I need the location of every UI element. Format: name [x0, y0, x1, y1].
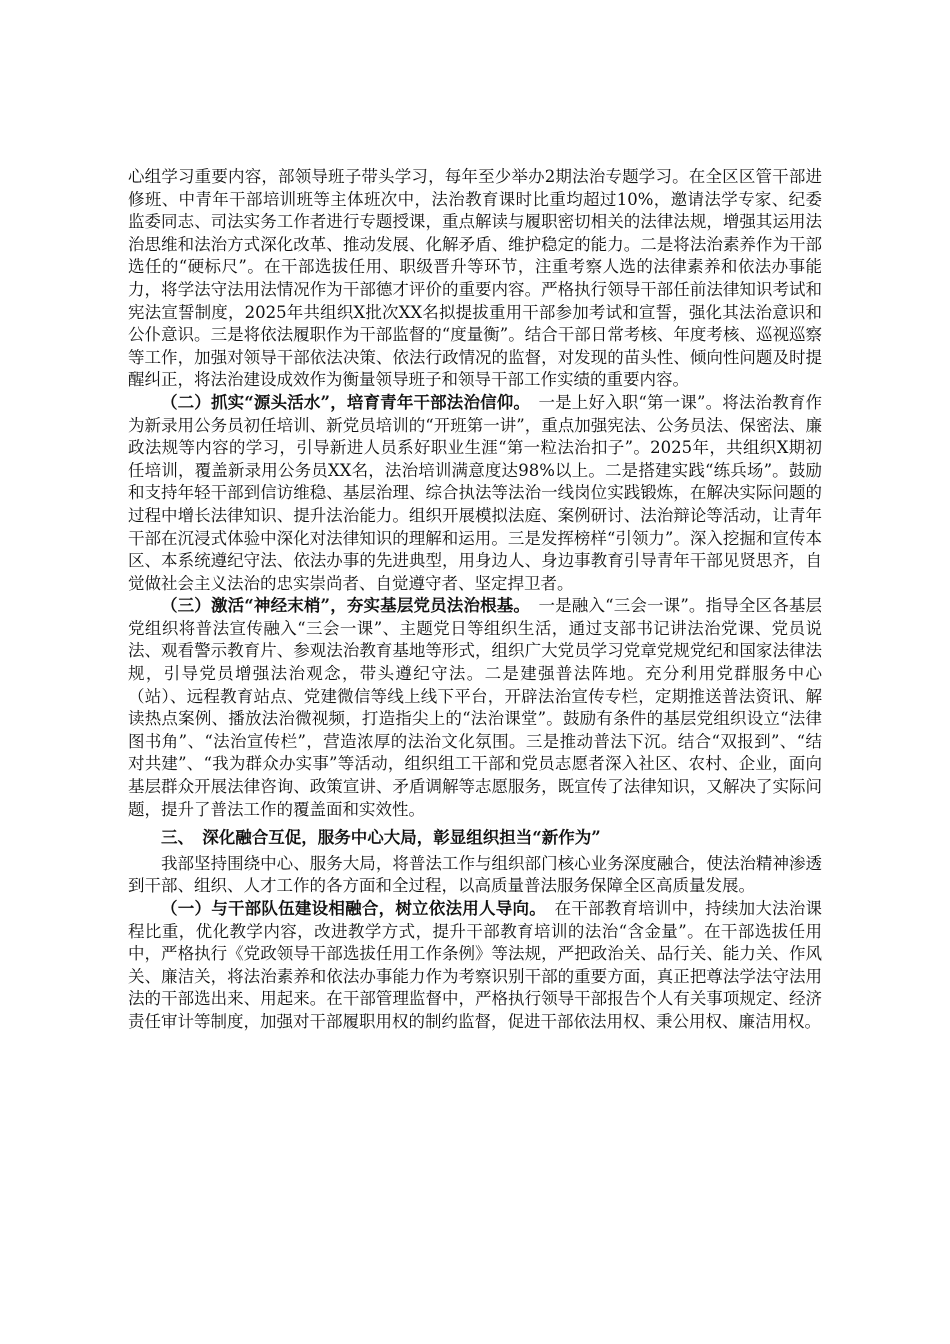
paragraph-lead: （三）激活“神经末梢”，夯实基层党员法治根基。 — [161, 596, 522, 616]
paragraph-body: 心组学习重要内容，部领导班子带头学习，每年至少举办2期法治专题学习。在全区区管干部进修班、中青年干部培训班等主体班次中，法治教育课时比重均超过10%，邀请法学专家、纪委监委同志、司法实务工作者进行专题授课，重点解读与履职密切相关的法律法规，增强其运用法治思维和法治方式深化改革、推动发展、化解矛盾、维护稳定的能力。二是将法治素养作为干部选任的“硬标尺”。在干部选拔任用、职级晋升等环节，注重考察人选的法律素养和依法办事能力，将学法守法用法情况作为干部德才评价的重要内容。严格执行领导干部任前法律知识考试和宪法宣誓制度，2025年共组织X批次XX名拟提拔重用干部参加考试和宣誓，强化其法治意识和公仆意识。三是将依法履职作为干部监督的“度量衡”。结合干部日常考核、年度考核、巡视巡察等工作，加强对领导干部依法决策、依法行政情况的监督，对发现的苗头性、倾向性问题及时提醒纠正，将法治建设成效作为衡量领导班子和领导干部工作实绩的重要内容。 — [128, 167, 822, 390]
paragraph-body: 我部坚持围绕中心、服务大局，将普法工作与组织部门核心业务深度融合，使法治精神渗透到干部、组织、人才工作的各方面和全过程，以高质量普法服务保障全区高质量发展。 — [128, 853, 822, 896]
paragraph-3 — [128, 595, 822, 821]
section-heading: 三、 深化融合互促，服务中心大局，彰显组织担当“新作为” — [161, 828, 601, 848]
paragraph-body: 在干部教育培训中，持续加大法治课程比重，优化教学内容，改进教学方式，提升干部教育培训的法治“含金量”。在干部选拔任用中，严格执行《党政领导干部选拔任用工作条例》等法规，严把政治关、品行关、能力关、作风关、廉洁关，将法治素养和依法办事能力作为考察识别干部的重要方面，真正把尊法学法守法用法的干部选出来、用起来。在干部管理监督中，严格执行领导干部报告个人有关事项规定、经济责任审计等制度，加强对干部履职用权的制约监督，促进干部依法用权、秉公用权、廉洁用权。 — [128, 899, 823, 1031]
paragraph-lead: （二）抓实“源头活水”，培育青年干部法治信仰。 — [161, 392, 522, 412]
paragraph-body: 一是上好入职“第一课”。将法治教育作为新录用公务员初任培训、新党员培训的“开班第一讲”，重点加强宪法、公务员法、保密法、廉政法规等内容的学习，引导新进人员系好职业生涯“第一粒法治扣子”。2025年，共组织X期初任培训，覆盖新录用公务员XX名，法治培训满意度达98%以上。二是搭建实践“练兵场”。鼓励和支持年轻干部到信访维稳、基层治理、综合执法等法治一线岗位实践锻炼，在解决实际问题的过程中增长法律知识、提升法治能力。组织开展模拟法庭、案例研讨、法治辩论等活动，让青年干部在沉浸式体验中深化对法律知识的理解和运用。三是发挥榜样“引领力”。深入挖掘和宣传本区、本系统遵纪守法、依法办事的先进典型，用身边人、身边事教育引导青年干部见贤思齐，自觉做社会主义法治的忠实崇尚者、自觉遵守者、坚定捍卫者。 — [128, 392, 823, 593]
paragraph-5 — [128, 898, 822, 1034]
paragraph-body: 一是融入“三会一课”。指导全区各基层党组织将普法宣传融入“三会一课”、主题党日等组织生活，通过支部书记讲法治党课、党员说法、观看警示教育片、参观法治教育基地等形式，组织广大党员学习党章党规党纪和国家法律法规，引导党员增强法治观念，带头遵纪守法。二是建强普法阵地。充分利用党群服务中心（站）、远程教育站点、党建微信等线上线下平台，开辟法治宣传专栏，定期推送普法资讯、解读热点案例、播放法治微视频，打造指尖上的“法治课堂”。鼓励有条件的基层党组织设立“法律图书角”、“法治宣传栏”，营造浓厚的法治文化氛围。三是推动普法下沉。结合“双报到”、“结对共建”、“我为群众办实事”等活动，组织组工干部和党员志愿者深入社区、农村、企业，面向基层群众开展法律咨询、政策宣讲、矛盾调解等志愿服务，既宣传了法律知识，又解决了实际问题，提升了普法工作的覆盖面和实效性。 — [128, 596, 823, 819]
paragraph-1 — [128, 166, 822, 392]
document-page — [128, 166, 822, 1034]
paragraph-lead: （一）与干部队伍建设相融合，树立依法用人导向。 — [161, 899, 538, 918]
paragraph-4 — [128, 853, 822, 898]
paragraph-2 — [128, 392, 822, 595]
